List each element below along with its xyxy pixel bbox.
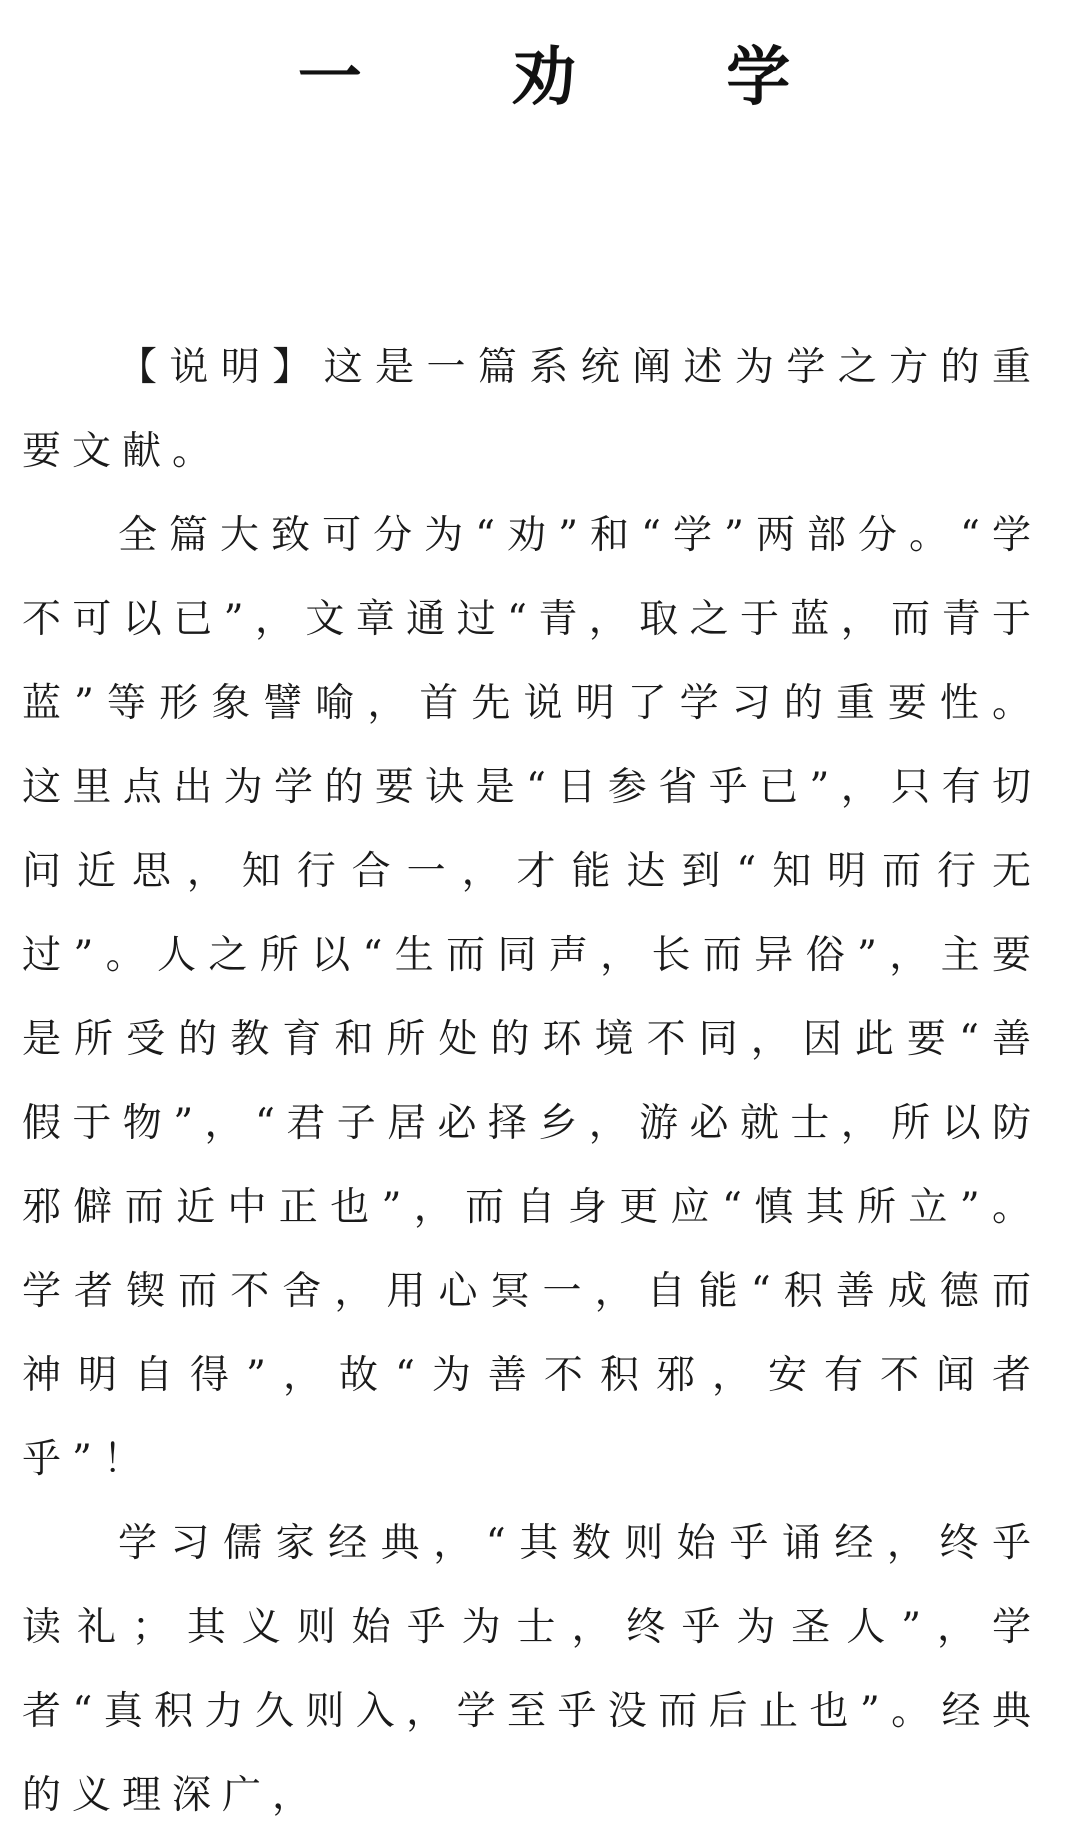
- body-text: [22, 326, 1042, 1838]
- chapter-title: 一 劝 学: [297, 40, 855, 115]
- paragraph-summary: 全篇大致可分为“劝”和“学”两部分。“学不可以已”，文章通过“青，取之于蓝，而青于蓝”等形象譬喻，首先说明了学习的重要性。这里点出为学的要诀是“日参省乎已”，只有切问近思，知行合一，才能达到“知明而行无过”。人之所以“生而同声，长而异俗”，主要是所受的教育和所处的环境不同，因此要“善假于物”，“君子居必择乡，游必就士，所以防邪僻而近中正也”，而自身更应“慎其所立”。学者锲而不舍，用心冥一，自能“积善成德而神明自得”，故“为善不积邪，安有不闻者乎”！: [22, 513, 1042, 1482]
- paragraph-explanation: [22, 326, 1042, 494]
- paragraph-classics: 学习儒家经典，“其数则始乎诵经，终乎读礼；其义则始乎为士，终乎为圣人”，学者“真积力久则入，学至乎没而后止也”。经典的义理深广，: [22, 1521, 1042, 1818]
- explanation-label: 【说明】: [118, 345, 324, 390]
- explanation-text: 这是一篇系统阐述为学之方的重要文献。: [22, 345, 1042, 474]
